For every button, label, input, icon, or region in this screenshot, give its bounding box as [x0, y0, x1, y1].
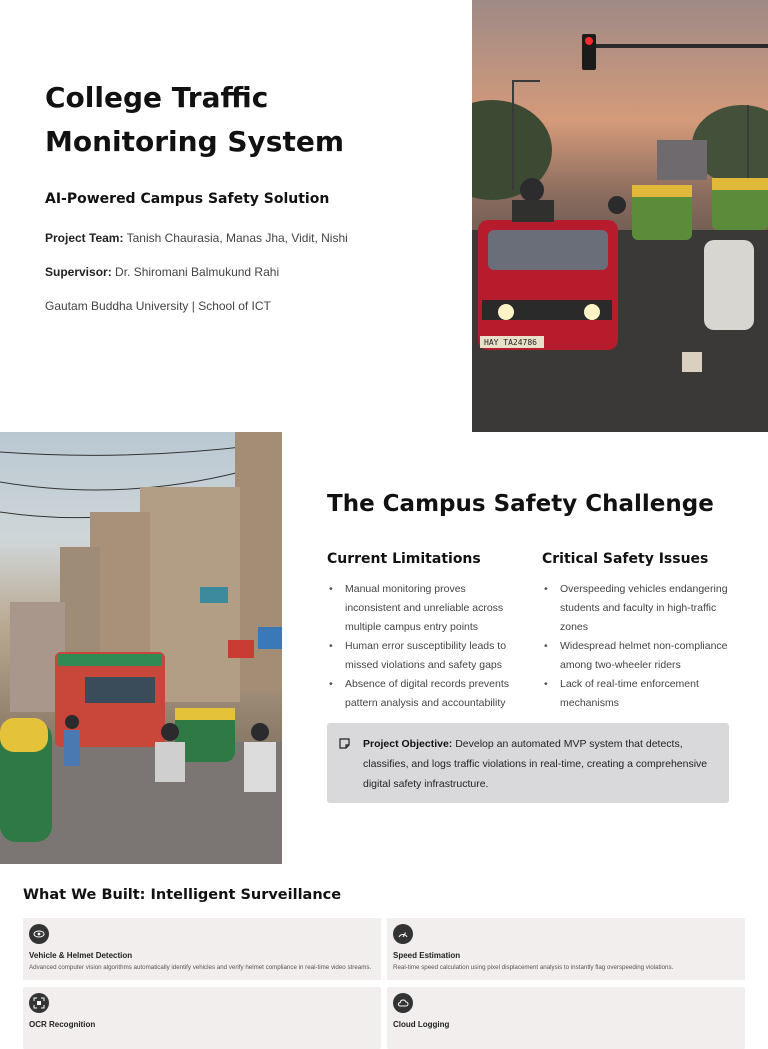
- feature-title: Vehicle & Helmet Detection: [29, 951, 133, 960]
- project-team-names: Tanish Chaurasia, Manas Jha, Vidit, Nishi: [126, 231, 348, 245]
- scan-icon: [29, 993, 49, 1013]
- challenge-title: The Campus Safety Challenge: [327, 491, 714, 517]
- feature-title: Cloud Logging: [393, 1020, 450, 1029]
- objective-text: Develop an automated MVP system that detects, classifies, and logs traffic violations in real-time, creating a comprehensive digital safety infrastructure.: [363, 738, 708, 790]
- list-item: • Widespread helmet non-compliance among two-wheeler riders: [542, 637, 734, 675]
- supervisor: [45, 265, 279, 279]
- list-item: • Human error susceptibility leads to missed violations and safety gaps: [327, 637, 517, 675]
- issues-list: [542, 580, 734, 713]
- feature-title: Speed Estimation: [393, 951, 461, 960]
- list-item: • Absence of digital records prevents pattern analysis and accountability: [327, 675, 517, 713]
- project-team: [45, 231, 348, 245]
- gauge-icon: [393, 924, 413, 944]
- eye-icon: [29, 924, 49, 944]
- page-title: College Traffic Monitoring System: [45, 81, 345, 158]
- list-item: • Manual monitoring proves inconsistent and unreliable across multiple campus entry points: [327, 580, 517, 637]
- street-photo: [0, 432, 282, 864]
- institution: Gautam Buddha University | School of ICT: [45, 299, 271, 313]
- project-objective: [327, 723, 729, 803]
- built-title: What We Built: Intelligent Surveillance: [23, 887, 342, 903]
- traffic-scene: [472, 0, 768, 432]
- list-item: • Overspeeding vehicles endangering students and faculty in high-traffic zones: [542, 580, 734, 637]
- feature-card: [23, 987, 381, 1049]
- street-scene: [0, 432, 282, 864]
- list-item: • Lack of real-time enforcement mechanisms: [542, 675, 734, 713]
- license-plate: HAY TA24786: [484, 338, 537, 347]
- limitations-list: [327, 580, 517, 713]
- traffic-photo: [472, 0, 768, 432]
- feature-card: [387, 987, 745, 1049]
- issues-heading: Critical Safety Issues: [542, 551, 709, 567]
- cloud-icon: [393, 993, 413, 1013]
- note-icon: [339, 738, 350, 749]
- feature-card: [387, 918, 745, 980]
- feature-card: [23, 918, 381, 980]
- feature-description: Advanced computer vision algorithms automatically identify vehicles and verify helmet compliance in real-time video streams.: [29, 964, 372, 971]
- page-subtitle: AI-Powered Campus Safety Solution: [45, 191, 330, 207]
- limitations-heading: Current Limitations: [327, 551, 481, 567]
- supervisor-label: Supervisor:: [45, 265, 112, 279]
- supervisor-name: Dr. Shiromani Balmukund Rahi: [115, 265, 280, 279]
- objective-label: Project Objective:: [363, 738, 453, 750]
- feature-title: OCR Recognition: [29, 1020, 96, 1029]
- project-team-label: Project Team:: [45, 231, 124, 245]
- feature-description: Real-time speed calculation using pixel displacement analysis to instantly flag overspeeding violations.: [393, 964, 674, 971]
